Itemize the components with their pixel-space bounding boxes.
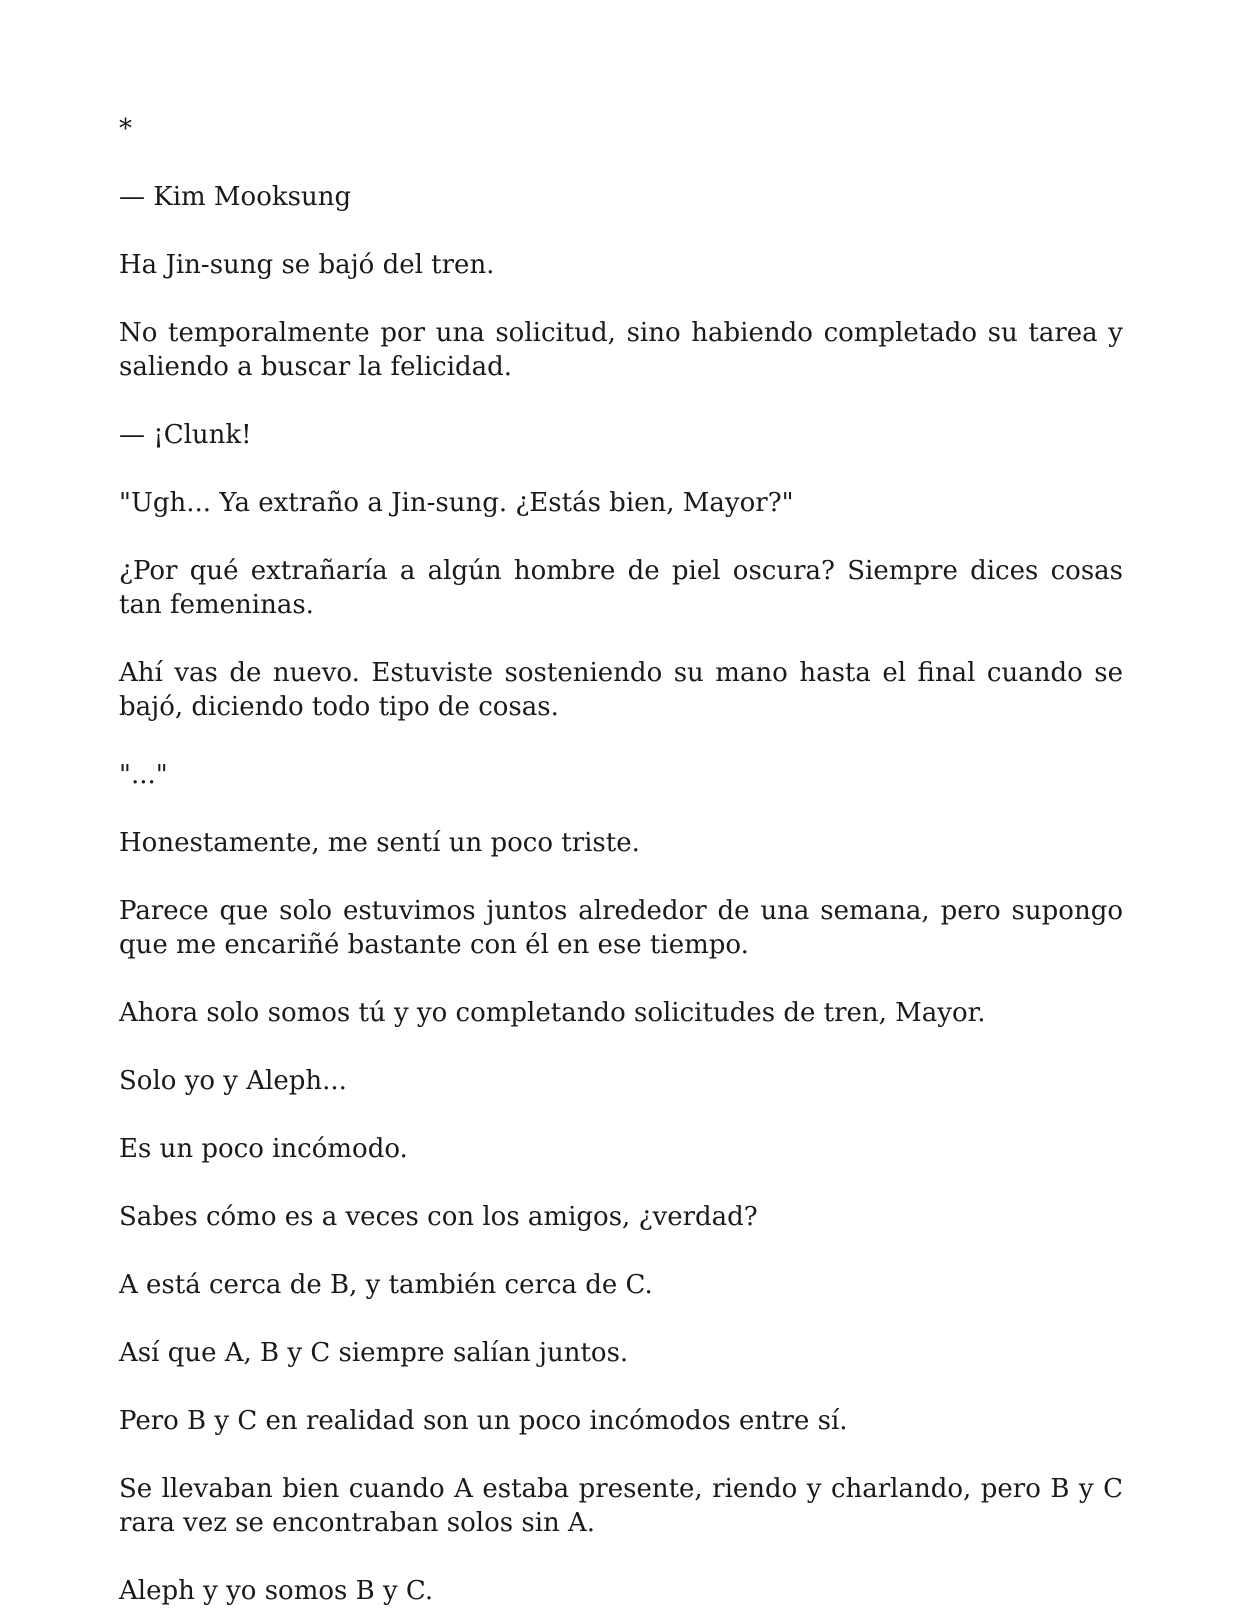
- paragraph: Pero B y C en realidad son un poco incómodos entre sí.: [119, 1406, 848, 1436]
- paragraph: Sabes cómo es a veces con los amigos, ¿verdad?: [119, 1202, 758, 1232]
- paragraph: Parece que solo estuvimos juntos alrededor de una semana, pero supongo que me encariñé bastante con él en ese tiempo.: [119, 896, 1123, 960]
- paragraph: Es un poco incómodo.: [119, 1134, 408, 1164]
- document-body: [119, 112, 1123, 1617]
- paragraph: Solo yo y Aleph...: [119, 1066, 347, 1096]
- paragraph: Ha Jin-sung se bajó del tren.: [119, 250, 495, 280]
- paragraph: — ¡Clunk!: [119, 420, 252, 450]
- paragraph: Ahora solo somos tú y yo completando solicitudes de tren, Mayor.: [119, 998, 986, 1028]
- paragraph: "...": [119, 760, 168, 790]
- section-separator: *: [119, 114, 132, 144]
- paragraph: Honestamente, me sentí un poco triste.: [119, 828, 640, 858]
- paragraph: A está cerca de B, y también cerca de C.: [119, 1270, 653, 1300]
- paragraph: Aleph y yo somos B y C.: [119, 1576, 434, 1606]
- paragraph: Se llevaban bien cuando A estaba presente, riendo y charlando, pero B y C rara vez se encontraban solos sin A.: [119, 1474, 1123, 1538]
- paragraph: "Ugh... Ya extraño a Jin-sung. ¿Estás bien, Mayor?": [119, 488, 794, 518]
- paragraph: Ahí vas de nuevo. Estuviste sosteniendo su mano hasta el final cuando se bajó, diciendo todo tipo de cosas.: [119, 658, 1123, 722]
- paragraph: ¿Por qué extrañaría a algún hombre de piel oscura? Siempre dices cosas tan femeninas.: [119, 556, 1123, 620]
- paragraph: Así que A, B y C siempre salían juntos.: [119, 1338, 629, 1368]
- author-credit: — Kim Mooksung: [119, 182, 352, 212]
- paragraph: No temporalmente por una solicitud, sino habiendo completado su tarea y saliendo a buscar la felicidad.: [119, 318, 1123, 382]
